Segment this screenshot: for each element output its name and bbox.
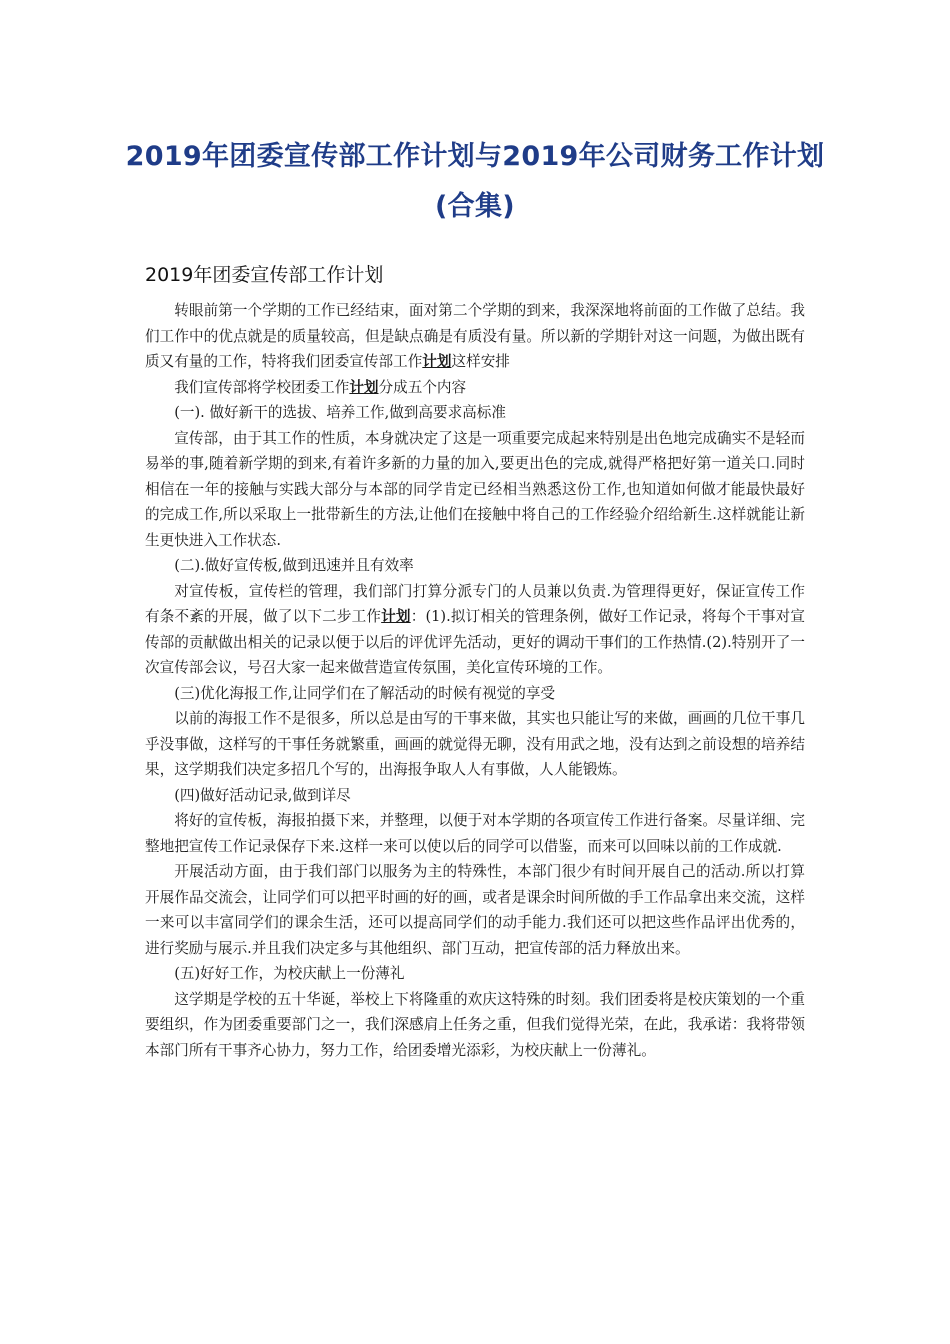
paragraph xyxy=(145,426,805,554)
paragraph-text: 这样安排 xyxy=(451,353,510,370)
paragraph-text: 以前的海报工作不是很多，所以总是由写的干事来做，其实也只能让写的来做，画画的几位干事几乎没事做，这样写的干事任务就繁重，画画的就觉得无聊，没有用武之地，没有达到之前设想的培养结果，这学期我们决定多招几个写的，出海报争取人人有事做，人人能锻炼。 xyxy=(145,710,805,778)
paragraph xyxy=(145,298,805,375)
paragraph-text: (五)好好工作，为校庆献上一份薄礼 xyxy=(174,965,405,982)
paragraph xyxy=(145,961,805,987)
paragraph-text: 这学期是学校的五十华诞，举校上下将隆重的欢庆这特殊的时刻。我们团委将是校庆策划的一个重要组织，作为团委重要部门之一，我们深感肩上任务之重，但我们觉得光荣，在此，我承诺：我将带领本部门所有干事齐心协力，努力工作，给团委增光添彩，为校庆献上一份薄礼。 xyxy=(145,990,805,1059)
paragraph-text: (四)做好活动记录,做到详尽 xyxy=(174,786,351,804)
paragraph xyxy=(145,553,805,579)
paragraph-text: 宣传部，由于其工作的性质，本身就决定了这是一项重要完成起来特别是出色地完成确实不是轻而易举的事,随着新学期的到来,有着许多新的力量的加入,要更出色的完成,就得严格把好第一道关口.同时相信在一年的接触与实践大部分与本部的同学肯定已经相当熟悉这份工作,也知道如何做才能最快最好的完成工作,所以采取上一批带新生的方法,让他们在接触中将自己的工作经验介绍给新生.这样就能让新生更快进入工作状态. xyxy=(145,429,805,549)
paragraph-text: 开展活动方面，由于我们部门以服务为主的特殊性，本部门很少有时间开展自己的活动.所以打算开展作品交流会，让同学们可以把平时画的好的画，或者是课余时间所做的手工作品拿出来交流，这样一来可以丰富同学们的课余生活，还可以提高同学们的动手能力.我们还可以把这些作品评出优秀的，进行奖励与展示.并且我们决定多与其他组织、部门互动，把宣传部的活力释放出来。 xyxy=(145,863,805,957)
paragraph-text: (二).做好宣传板,做到迅速并且有效率 xyxy=(174,557,414,574)
paragraph xyxy=(145,706,805,783)
document-body xyxy=(145,298,805,1063)
paragraph-text: 分成五个内容 xyxy=(378,378,467,396)
section-heading: 2019年团委宣传部工作计划 xyxy=(145,264,384,286)
paragraph-text: (三)优化海报工作,让同学们在了解活动的时候有视觉的享受 xyxy=(174,684,556,702)
paragraph xyxy=(145,579,805,681)
paragraph-text: ：(1).拟订相关的管理条例，做好工作记录，将每个干事对宣传部的贡献做出相关的记录以便于以后的评优评先活动，更好的调动干事们的工作热情.(2).特别开了一次宣传部会议，号召大家一起来做营造宣传氛围，美化宣传环境的工作。 xyxy=(145,608,805,676)
paragraph xyxy=(145,681,805,707)
paragraph-text: 转眼前第一个学期的工作已经结束，面对第二个学期的到来，我深深地将前面的工作做了总结。我们工作中的优点就是的质量较高，但是缺点确是有质没有量。所以新的学期针对这一问题，为做出既有质又有量的工作，特将我们团委宣传部工作 xyxy=(145,302,805,370)
document-title: 2019年团委宣传部工作计划与2019年公司财务工作计划(合集) xyxy=(125,141,825,222)
inline-link[interactable]: 计划 xyxy=(381,608,411,625)
paragraph xyxy=(145,987,805,1064)
paragraph-text: 我们宣传部将学校团委工作 xyxy=(174,378,350,396)
inline-link[interactable]: 计划 xyxy=(349,378,379,396)
paragraph-text: 将好的宣传板，海报拍摄下来，并整理，以便于对本学期的各项宣传工作进行备案。尽量详细、完整地把宣传工作记录保存下来.这样一来可以使以后的同学可以借鉴，而来可以回味以前的工作成就. xyxy=(145,812,805,855)
inline-link[interactable]: 计划 xyxy=(422,353,452,370)
paragraph xyxy=(145,808,805,859)
paragraph xyxy=(145,400,805,426)
paragraph-text: (一). 做好新干的选拔、培养工作,做到高要求高标准 xyxy=(174,404,506,421)
paragraph xyxy=(145,859,805,961)
paragraph xyxy=(145,375,805,401)
paragraph xyxy=(145,783,805,809)
paragraph-text: 对宣传板，宣传栏的管理，我们部门打算分派专门的人员兼以负责.为管理得更好，保证宣传工作有条不紊的开展，做了以下二步工作 xyxy=(145,582,805,625)
